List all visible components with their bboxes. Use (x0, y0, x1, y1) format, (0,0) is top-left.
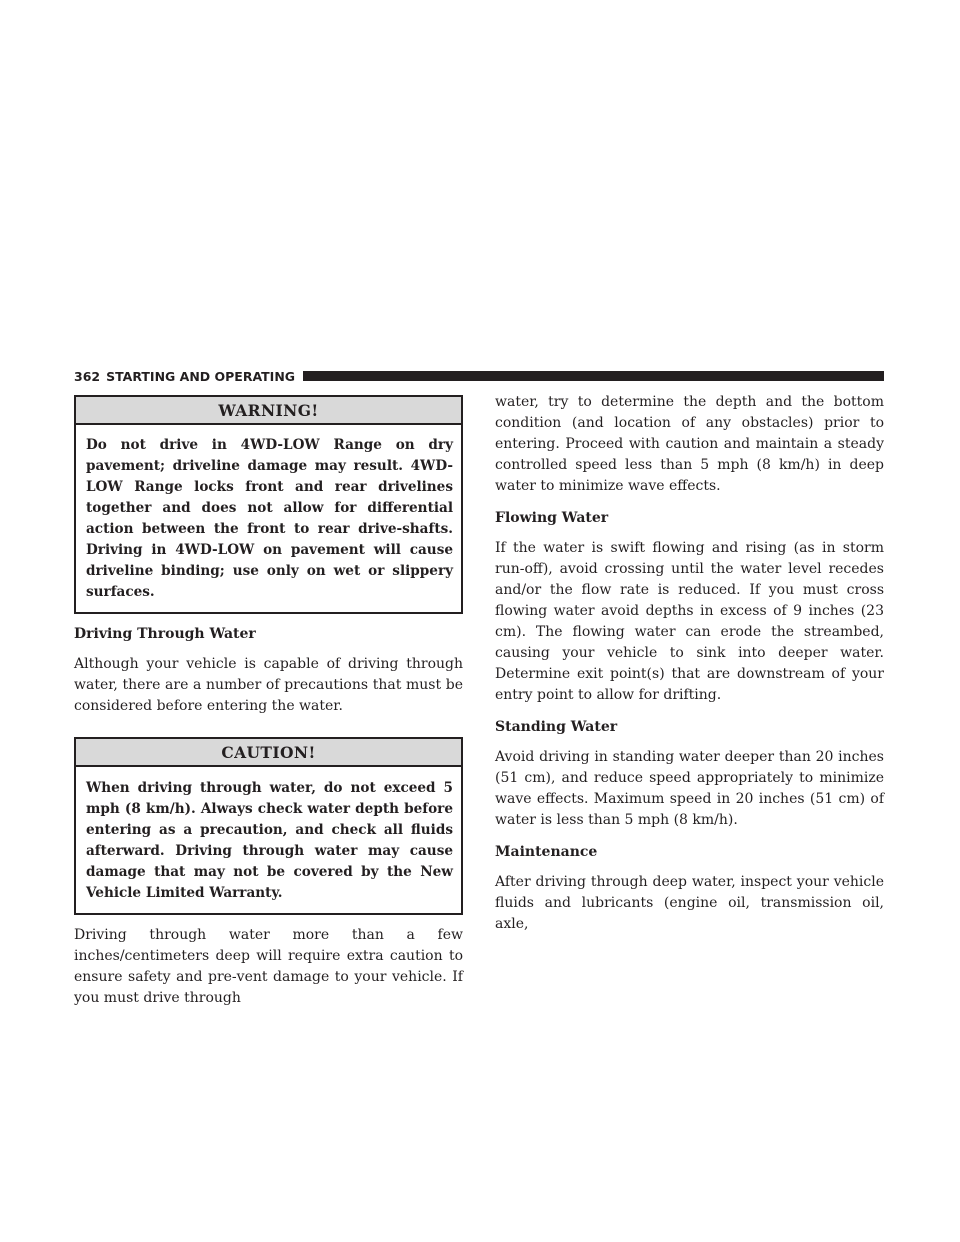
standing-water-paragraph: Avoid driving in standing water deeper than 20 inches (51 cm), and reduce speed appropriately to minimize wave effects. Maximum speed in 20 inches (51 cm) of water is less than 5 mph (8 km/h). (495, 749, 884, 828)
header-rule (303, 371, 884, 381)
driving-through-water-heading: Driving Through Water (74, 626, 256, 642)
continuation-paragraph: water, try to determine the depth and the bottom condition (and location of any obstacles) prior to entering. Proceed with caution and maintain a steady controlled speed less than 5 mph (8 km/h) in deep water to minimize wave effects. (495, 394, 884, 494)
page-number: 362 (74, 368, 101, 384)
warning-box (74, 395, 463, 614)
flowing-water-heading: Flowing Water (495, 510, 609, 526)
caution-text: When driving through water, do not exceed 5 mph (8 km/h). Always check water depth before entering as a precaution, and check all fluids afterward. Driving through water may cause damage that may not be covered by the New Vehicle Limited Warranty. (86, 780, 453, 901)
warning-text: Do not drive in 4WD-LOW Range on dry pavement; driveline damage may result. 4WD-LOW Range locks front and rear drivelines together and does not allow for differential action between the front to rear drive-shafts. Driving in 4WD-LOW on pavement will cause driveline binding; use only on wet or slippery surfaces. (86, 437, 453, 600)
page-header (74, 366, 884, 386)
left-column (74, 395, 463, 1020)
section-title: STARTING AND OPERATING (106, 368, 296, 384)
maintenance-paragraph: After driving through deep water, inspect your vehicle fluids and lubricants (engine oil, transmission oil, axle, (495, 874, 884, 932)
standing-water-heading: Standing Water (495, 719, 618, 735)
warning-title: WARNING! (76, 397, 461, 425)
caution-title: CAUTION! (76, 739, 461, 767)
right-column (495, 392, 884, 946)
intro-paragraph: Although your vehicle is capable of driving through water, there are a number of precautions that must be considered before entering the water. (74, 656, 463, 714)
maintenance-heading: Maintenance (495, 844, 598, 860)
depth-paragraph: Driving through water more than a few inches/centimeters deep will require extra caution to ensure safety and pre-vent damage to your vehicle. If you must drive through (74, 927, 463, 1006)
flowing-water-paragraph: If the water is swift flowing and rising (as in storm run-off), avoid crossing until the water level recedes and/or the flow rate is reduced. If you must cross flowing water avoid depths in excess of 9 inches (23 cm). The flowing water can erode the streambed, causing your vehicle to sink into deeper water. Determine exit point(s) that are downstream of your entry point to allow for drifting. (495, 540, 884, 703)
caution-box (74, 737, 463, 915)
